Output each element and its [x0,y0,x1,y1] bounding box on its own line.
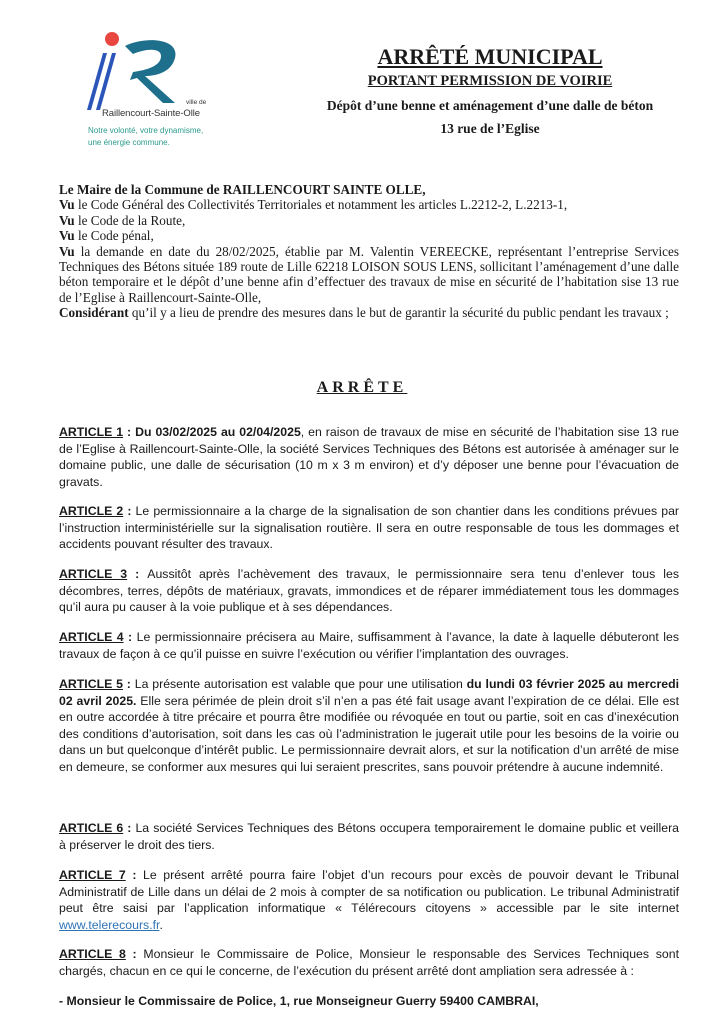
article-dates: Du 03/02/2025 au 02/04/2025 [135,425,301,439]
article-label: ARTICLE 1 [59,425,124,439]
document-object: Dépôt d’une benne et aménagement d’une dalle de béton [326,98,654,113]
article-dates: du lundi 03 février 2025 au mercredi 02 avril 2025. [59,677,680,708]
article-label: ARTICLE 8 [59,947,126,961]
article-label: ARTICLE 5 [59,677,123,691]
article-2: ARTICLE 2 : Le permissionnaire a la charge de la signalisation de son chantier dans les conditions prévues par l’instruction interministérielle sur la signalisation routière. Il sera en outre responsable de tous les dommages et accidents pouvant résulter des travaux. [59,504,680,552]
document-address: 13 rue de l’Eglise [440,121,540,136]
article-3: ARTICLE 3 : Aussitôt après l’achèvement des travaux, le permissionnaire sera tenu d’enlever tous les décombres, terres, dépôts de matériaux, gravats, immondices et de réparer immédiatement tous les dommages qu’il aura pu causer à la voie publique et à ses dépendances. [59,567,679,615]
vu-item: Vu la demande en date du 28/02/2025, établie par M. Valentin VEREECKE, représentant l’entreprise Services Techniques des Bétons située 189 route de Lille 62218 LOISON SOUS LENS, sollicitant l’aménagement d’une dalle béton temporaire et le dépôt d’une benne afin d’effectuer des travaux de mise en sécurité de l’habitation sise 13 rue de l’Eglise à Raillencourt-Sainte-Olle, [59,243,679,305]
logo-tagline-line2: une énergie commune. [88,138,170,147]
article-label: ARTICLE 3 [59,567,128,581]
mayor-line: Le Maire de la Commune de RAILLENCOURT SAINTE OLLE, [59,182,426,197]
article-label: ARTICLE 6 [59,821,124,835]
logo-red-dot [105,32,119,46]
arrete-heading: ARRÊTE [316,379,408,396]
document-title: ARRÊTÉ MUNICIPAL [377,44,603,69]
logo-tagline [88,125,203,149]
logo-tagline-line1: Notre volonté, votre dynamisme, [88,126,204,135]
vu-item: Vu le Code Général des Collectivités Territoriales et notamment les articles L.2212-2, L.2213-1, [59,197,568,213]
logo-r-letter [125,40,175,103]
article-8: ARTICLE 8 : Monsieur le Commissaire de Police, Monsieur le responsable des Services Techniques sont chargés, chacun en ce qui le concerne, de l’exécution du présent arrêté dont ampliation sera adressée à : [59,947,679,978]
vu-item: Vu le Code de la Route, [59,212,186,228]
document-subtitle: PORTANT PERMISSION DE VOIRIE [367,73,613,89]
article-1: ARTICLE 1 : Du 03/02/2025 au 02/04/2025, en raison de travaux de mise en sécurité de l’habitation sise 13 rue de l’Eglise à Raillencourt-Sainte-Olle, la société Services Techniques des Bétons est autorisée à aménager sur le domaine public, une dalle de sécurisation (10 m x 3 m environ) et d’y déposer une benne pour l’évacuation de gravats. [59,425,679,489]
considerant-item: Considérant qu’il y a lieu de prendre des mesures dans le but de garantir la sécurité du public pendant les travaux ; [59,305,669,321]
preamble [59,182,679,321]
article-7: ARTICLE 7 : Le présent arrêté pourra faire l’objet d’un recours pour excès de pouvoir devant le Tribunal Administratif de Lille dans un délai de 2 mois à compter de sa notification ou publication. Le tribunal Administratif peut être saisi par l’application informatique « Télérecours citoyens » accessible par le site internet www.telerecours.fr. [59,868,679,932]
article-5: ARTICLE 5 : La présente autorisation est valable que pour une utilisation du lundi 03 février 2025 au mercredi 02 avril 2025. Elle sera périmée de plein droit s’il n’en a pas été fait usage avant l’expiration de ce délai. Elle est en outre accordée à titre précaire et pourra être modifiée ou révoquée en tout ou partie, soit en cas d’inexécution des conditions d’autorisation, soit dans les cas où l’administration le jugerait utile pour les besoins de la voirie ou dans un but quelconque d’intérêt public. Le permissionnaire devrait alors, et sur la notification d’un arrêté de mise en demeure, se conformer aux mesures qui lui seraient prescrites, sans pouvoir prétendre à aucune indemnité. [59,677,680,774]
article-6: ARTICLE 6 : La société Services Techniques des Bétons occupera temporairement le domaine public et veillera à préserver le droit des tiers. [59,821,679,852]
article-label: ARTICLE 4 [59,630,124,644]
vu-item: Vu le Code pénal, [59,228,154,244]
logo-ville-label: ville de [186,99,207,106]
recipient-item: - Monsieur le Commissaire de Police, 1, rue Monseigneur Guerry 59400 CAMBRAI, [59,994,539,1008]
article-4: ARTICLE 4 : Le permissionnaire précisera au Maire, suffisamment à l’avance, la date à laquelle débuteront les travaux de façon à ce qu’il puisse en suivre l’exécution ou vérifier l’implantation des ouvrages. [59,630,679,661]
telerecours-link[interactable]: www.telerecours.fr [59,917,160,932]
article-label: ARTICLE 7 [59,868,126,882]
logo-town-name: Raillencourt-Sainte-Olle [102,108,200,119]
article-label: ARTICLE 2 [59,504,124,518]
